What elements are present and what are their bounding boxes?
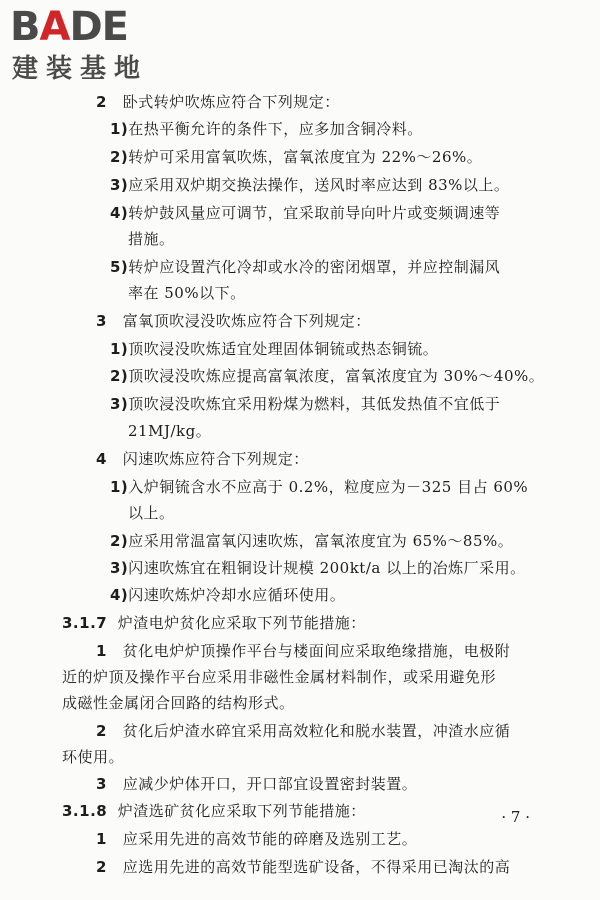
clause-item: 1 应采用先进的高效节能的碎磨及选别工艺。 [96,830,418,848]
list-item: 1)顶吹浸没吹炼适宜处理固体铜锍或热态铜锍。 [110,340,439,358]
clause-item: 2 贫化后炉渣水碎宜采用高效粒化和脱水装置，冲渣水应循 [96,722,511,740]
section-heading: 3.1.8 炉渣选矿贫化应采取下列节能措施： [62,802,366,820]
list-item: 2)应采用常温富氧闪速吹炼，富氧浓度宜为 65%～85%。 [110,532,514,550]
clause-item: 3 应减少炉体开口，开口部宜设置密封装置。 [96,775,418,793]
page-number: · 7 · [501,808,530,826]
list-item-continuation: 21MJ/kg。 [128,422,212,440]
clause-heading: 3 富氧顶吹浸没吹炼应符合下列规定： [96,312,371,330]
list-item-continuation: 以上。 [128,504,175,522]
list-item: 1)入炉铜锍含水不应高于 0.2%，粒度应为－325 目占 60% [110,478,529,496]
list-item-continuation: 措施。 [128,230,175,248]
section-heading: 3.1.7 炉渣电炉贫化应采取下列节能措施： [62,614,366,632]
clause-heading: 4 闪速吹炼应符合下列规定： [96,450,309,468]
clause-continuation: 近的炉顶及操作平台应采用非磁性金属材料制作，或采用避免形 [62,668,497,686]
clause-continuation: 成磁性金属闭合回路的结构形式。 [62,694,295,712]
clause-item: 2 应选用先进的高效节能型选矿设备，不得采用已淘汰的高 [96,858,511,876]
logo-subtitle: 建装基地 [12,54,149,84]
list-item: 2)顶吹浸没吹炼应提高富氧浓度，富氧浓度宜为 30%～40%。 [110,367,545,385]
list-item: 3)闪速吹炼宜在粗铜设计规模 200kt/a 以上的冶炼厂采用。 [110,559,526,577]
list-item: 2)转炉可采用富氧吹炼，富氧浓度宜为 22%～26%。 [110,148,483,166]
clause-heading: 2 卧式转炉吹炼应符合下列规定： [96,93,340,111]
list-item: 3)应采用双炉期交换法操作，送风时率应达到 83%以上。 [110,176,510,194]
list-item: 1)在热平衡允许的条件下，应多加含铜冷料。 [110,120,423,138]
list-item: 5)转炉应设置汽化冷却或水冷的密闭烟罩，并应控制漏风 [110,258,501,276]
clause-continuation: 环使用。 [62,748,125,766]
logo-wordmark: BADE [10,4,128,50]
list-item: 4)闪速吹炼炉冷却水应循环使用。 [110,586,346,604]
list-item: 3)顶吹浸没吹炼宜采用粉煤为燃料，其低发热值不宜低于 [110,395,501,413]
list-item-continuation: 率在 50%以下。 [128,284,246,302]
clause-item: 1 贫化电炉炉顶操作平台与楼面间应采取绝缘措施，电极附 [96,642,511,660]
list-item: 4)转炉鼓风量应可调节，宜采取前导向叶片或变频调速等 [110,204,501,222]
